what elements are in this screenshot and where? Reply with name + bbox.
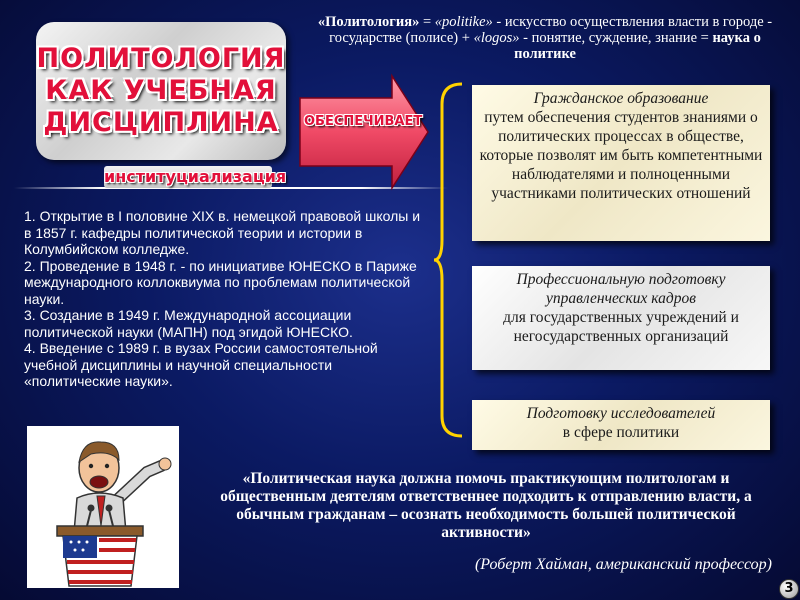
goal-heading: Профессиональную подготовку управленческих кадров (516, 271, 726, 307)
definition-part-2: - искусство осуществления власти в городе - государстве (полисе) + (329, 14, 773, 46)
definition-conclusion: наука о политике (514, 30, 761, 62)
title-box (36, 22, 286, 160)
goal-body: в сфере политики (562, 424, 680, 441)
definition-politike: «politike» (434, 14, 493, 30)
goal-box-researchers (472, 400, 770, 450)
goal-body: путем обеспечения студентов знаниями о политических процессах в обществе, которые позволят им быть компетентными наблюдателями и полноценными участниками политических отношений (479, 109, 763, 202)
title-line-2: КАК УЧЕБНАЯ (45, 75, 277, 106)
definition-part-3: - понятие, суждение, знание = (519, 30, 713, 46)
goal-heading: Гражданское образование (533, 90, 709, 107)
history-list (24, 208, 424, 390)
list-item: 4. Введение с 1989 г. в вузах России самостоятельной учебной дисциплины и научной специальности «политические науки». (24, 340, 378, 389)
definition-part-1: = (419, 14, 435, 30)
goal-heading: Подготовку исследователей (526, 405, 716, 422)
goal-body: для государственных учреждений и негосударственных организаций (503, 309, 739, 345)
title-line-3: ДИСЦИПЛИНА (43, 107, 279, 138)
list-item: 1. Открытие в I половине XIX в. немецкой правовой школы и в 1857 г. кафедры политической теории и истории в Колумбийском колледже. (24, 208, 421, 257)
curly-brace-icon (432, 80, 466, 440)
speaker-at-podium-icon (27, 426, 179, 588)
goal-box-professional-training (472, 266, 770, 370)
definition-term: «Политология» (317, 14, 420, 30)
list-item: 2. Проведение в 1948 г. - по инициативе ЮНЕСКО в Париже международного коллоквиума по проблемам политической науки. (24, 257, 417, 307)
arrow-right-icon (296, 72, 432, 192)
definition-text (300, 14, 790, 62)
page-number-badge: 3 (779, 579, 799, 599)
list-item: 3. Создание в 1949 г. Международной ассоциации политической науки (МАПН) под эгидой ЮНЕСКО. (24, 307, 353, 340)
arrow-label: ОБЕСПЕЧИВАЕТ (304, 114, 423, 129)
quote-text: «Политическая наука должна помочь практикующим политологам и общественным деятелям ответственнее подходить к отправлению власти, а обычным гражданам – осознать необходимость большей политической активности» (220, 470, 752, 541)
title-line-1: ПОЛИТОЛОГИЯ (36, 43, 286, 74)
institutionalization-label: институциализация (104, 167, 287, 186)
goal-box-civic-education (472, 85, 770, 241)
quote-author: (Роберт Хайман, американский профессор) (474, 556, 772, 573)
definition-logos: «logos» (473, 30, 520, 46)
